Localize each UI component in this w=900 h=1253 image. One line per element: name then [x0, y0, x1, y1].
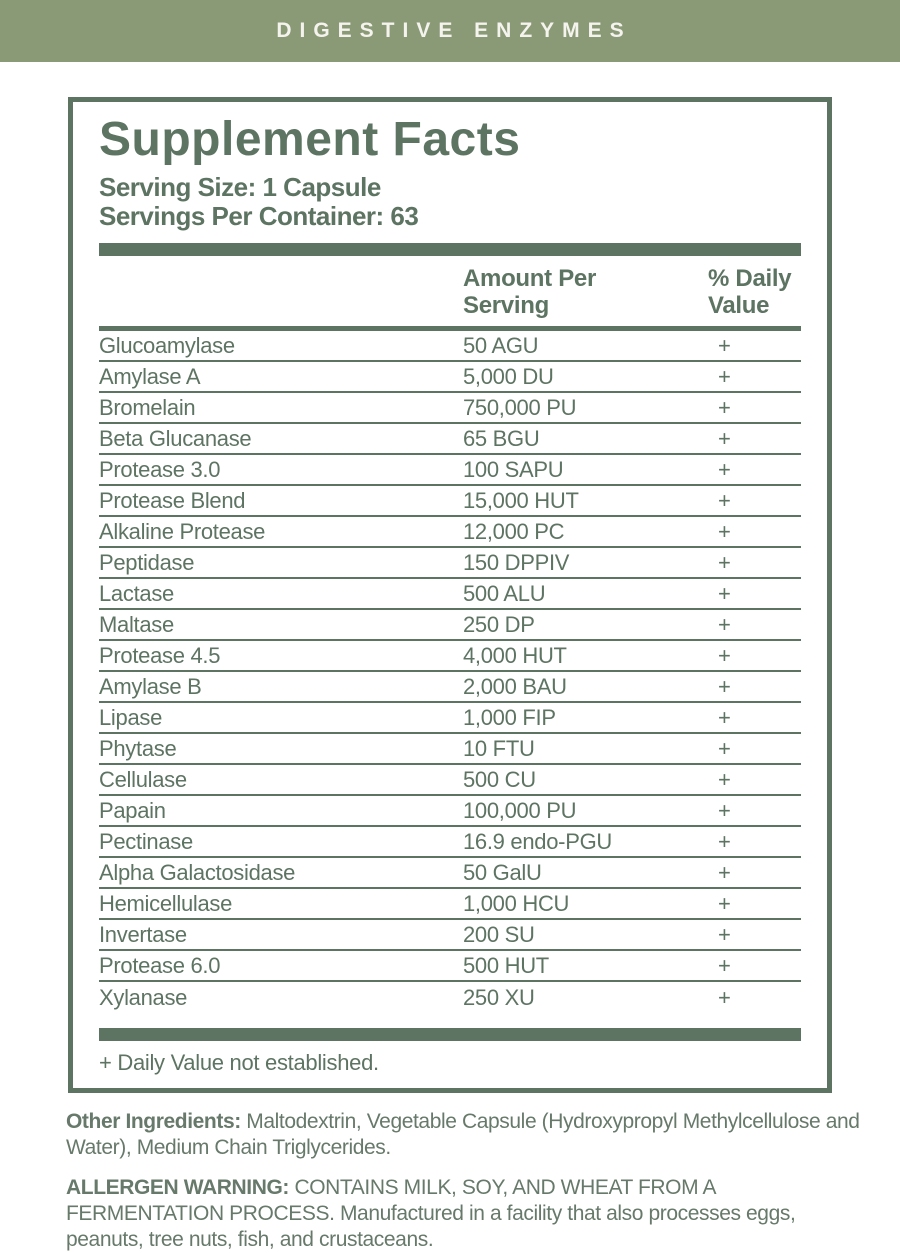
table-row: [99, 331, 801, 362]
amount-per-serving-header: Amount Per Serving: [463, 265, 597, 319]
ingredient-amount: 50 GalU: [463, 859, 542, 885]
table-row: [99, 920, 801, 951]
table-row: [99, 548, 801, 579]
ingredient-daily-value: +: [718, 952, 731, 978]
ingredient-daily-value: +: [718, 549, 731, 575]
ingredient-amount: 500 HUT: [463, 952, 549, 978]
table-row: [99, 765, 801, 796]
facts-table-header: [99, 256, 801, 331]
ingredient-name: Protease 6.0: [99, 952, 221, 978]
ingredient-amount: 2,000 BAU: [463, 673, 567, 699]
label-footer: [66, 1109, 870, 1253]
ingredient-daily-value: +: [718, 642, 731, 668]
table-row: [99, 703, 801, 734]
allergen-warning-caps: CONTAINS MILK, SOY, AND WHEAT FROM A FERMENTATION PROCESS.: [66, 1176, 715, 1225]
ingredient-amount: 200 SU: [463, 921, 535, 947]
ingredient-daily-value: +: [718, 456, 731, 482]
ingredient-name: Protease Blend: [99, 487, 246, 513]
table-row: [99, 362, 801, 393]
ingredient-amount: 500 CU: [463, 766, 536, 792]
ingredient-name: Invertase: [99, 921, 187, 947]
product-title: DIGESTIVE ENZYMES: [276, 19, 632, 42]
ingredient-name: Maltase: [99, 611, 174, 637]
ingredient-daily-value: +: [718, 425, 731, 451]
ingredient-name: Lipase: [99, 704, 163, 730]
ingredient-name: Protease 3.0: [99, 456, 221, 482]
allergen-warning-detail: Manufactured in a facility that also processes eggs, peanuts, tree nuts, fish, and crustaceans.: [66, 1202, 796, 1251]
table-row: [99, 858, 801, 889]
daily-value-header: % Daily Value: [708, 265, 792, 319]
ingredient-daily-value: +: [718, 487, 731, 513]
ingredient-amount: 250 XU: [463, 984, 535, 1010]
ingredient-amount: 250 DP: [463, 611, 535, 637]
ingredient-name: Peptidase: [99, 549, 195, 575]
divider-thick-bottom: [99, 1028, 801, 1041]
other-ingredients-text: Maltodextrin, Vegetable Capsule (Hydroxypropyl Methylcellulose and Water), Medium Chain Triglycerides.: [66, 1110, 860, 1159]
ingredient-name: Protease 4.5: [99, 642, 221, 668]
ingredient-name: Alkaline Protease: [99, 518, 266, 544]
ingredient-amount: 65 BGU: [463, 425, 540, 451]
facts-table-body: [99, 331, 801, 1013]
table-row: [99, 982, 801, 1013]
ingredient-amount: 4,000 HUT: [463, 642, 567, 668]
ingredient-daily-value: +: [718, 580, 731, 606]
servings-per-container: Servings Per Container: 63: [99, 201, 419, 231]
divider-thick-top: [99, 243, 801, 256]
table-row: [99, 393, 801, 424]
supplement-facts-title: Supplement Facts: [99, 113, 521, 166]
ingredient-daily-value: +: [718, 921, 731, 947]
table-row: [99, 951, 801, 982]
ingredient-name: Xylanase: [99, 984, 188, 1010]
allergen-warning: [66, 1175, 870, 1253]
ingredient-amount: 1,000 HCU: [463, 890, 570, 916]
ingredient-daily-value: +: [718, 766, 731, 792]
table-row: [99, 796, 801, 827]
table-row: [99, 672, 801, 703]
ingredient-daily-value: +: [718, 890, 731, 916]
ingredient-daily-value: +: [718, 797, 731, 823]
ingredient-name: Alpha Galactosidase: [99, 859, 296, 885]
ingredient-amount: 16.9 endo-PGU: [463, 828, 612, 854]
ingredient-daily-value: +: [718, 704, 731, 730]
ingredient-name: Amylase B: [99, 673, 202, 699]
serving-info: [99, 173, 801, 231]
ingredient-daily-value: +: [718, 735, 731, 761]
ingredient-amount: 150 DPPIV: [463, 549, 570, 575]
ingredient-amount: 100 SAPU: [463, 456, 564, 482]
table-row: [99, 517, 801, 548]
ingredient-daily-value: +: [718, 673, 731, 699]
table-row: [99, 641, 801, 672]
ingredient-daily-value: +: [718, 984, 731, 1010]
other-ingredients-label: Other Ingredients:: [66, 1110, 241, 1133]
table-row: [99, 424, 801, 455]
ingredient-daily-value: +: [718, 518, 731, 544]
ingredient-name: Hemicellulase: [99, 890, 233, 916]
allergen-warning-label: ALLERGEN WARNING:: [66, 1176, 290, 1199]
ingredient-amount: 12,000 PC: [463, 518, 565, 544]
ingredient-amount: 50 AGU: [463, 332, 539, 358]
header-spacer: [99, 265, 463, 319]
ingredient-daily-value: +: [718, 859, 731, 885]
ingredient-daily-value: +: [718, 394, 731, 420]
table-row: [99, 734, 801, 765]
ingredient-name: Pectinase: [99, 828, 193, 854]
ingredient-name: Papain: [99, 797, 166, 823]
ingredient-amount: 750,000 PU: [463, 394, 577, 420]
table-row: [99, 610, 801, 641]
ingredient-amount: 10 FTU: [463, 735, 535, 761]
ingredient-name: Beta Glucanase: [99, 425, 252, 451]
product-banner: [0, 0, 900, 62]
ingredient-daily-value: +: [718, 611, 731, 637]
ingredient-name: Lactase: [99, 580, 174, 606]
ingredient-amount: 1,000 FIP: [463, 704, 556, 730]
serving-size: Serving Size: 1 Capsule: [99, 172, 381, 202]
table-row: [99, 889, 801, 920]
ingredient-amount: 5,000 DU: [463, 363, 554, 389]
ingredient-amount: 500 ALU: [463, 580, 546, 606]
supplement-facts-panel: [68, 97, 832, 1093]
table-row: [99, 455, 801, 486]
ingredient-amount: 15,000 HUT: [463, 487, 579, 513]
ingredient-name: Cellulase: [99, 766, 187, 792]
ingredient-name: Phytase: [99, 735, 177, 761]
table-row: [99, 827, 801, 858]
daily-value-footnote: + Daily Value not established.: [99, 1050, 379, 1075]
ingredient-daily-value: +: [718, 828, 731, 854]
ingredient-amount: 100,000 PU: [463, 797, 577, 823]
ingredient-daily-value: +: [718, 363, 731, 389]
other-ingredients: [66, 1109, 870, 1161]
table-row: [99, 486, 801, 517]
ingredient-name: Amylase A: [99, 363, 201, 389]
ingredient-daily-value: +: [718, 332, 731, 358]
table-row: [99, 579, 801, 610]
ingredient-name: Glucoamylase: [99, 332, 235, 358]
ingredient-name: Bromelain: [99, 394, 196, 420]
